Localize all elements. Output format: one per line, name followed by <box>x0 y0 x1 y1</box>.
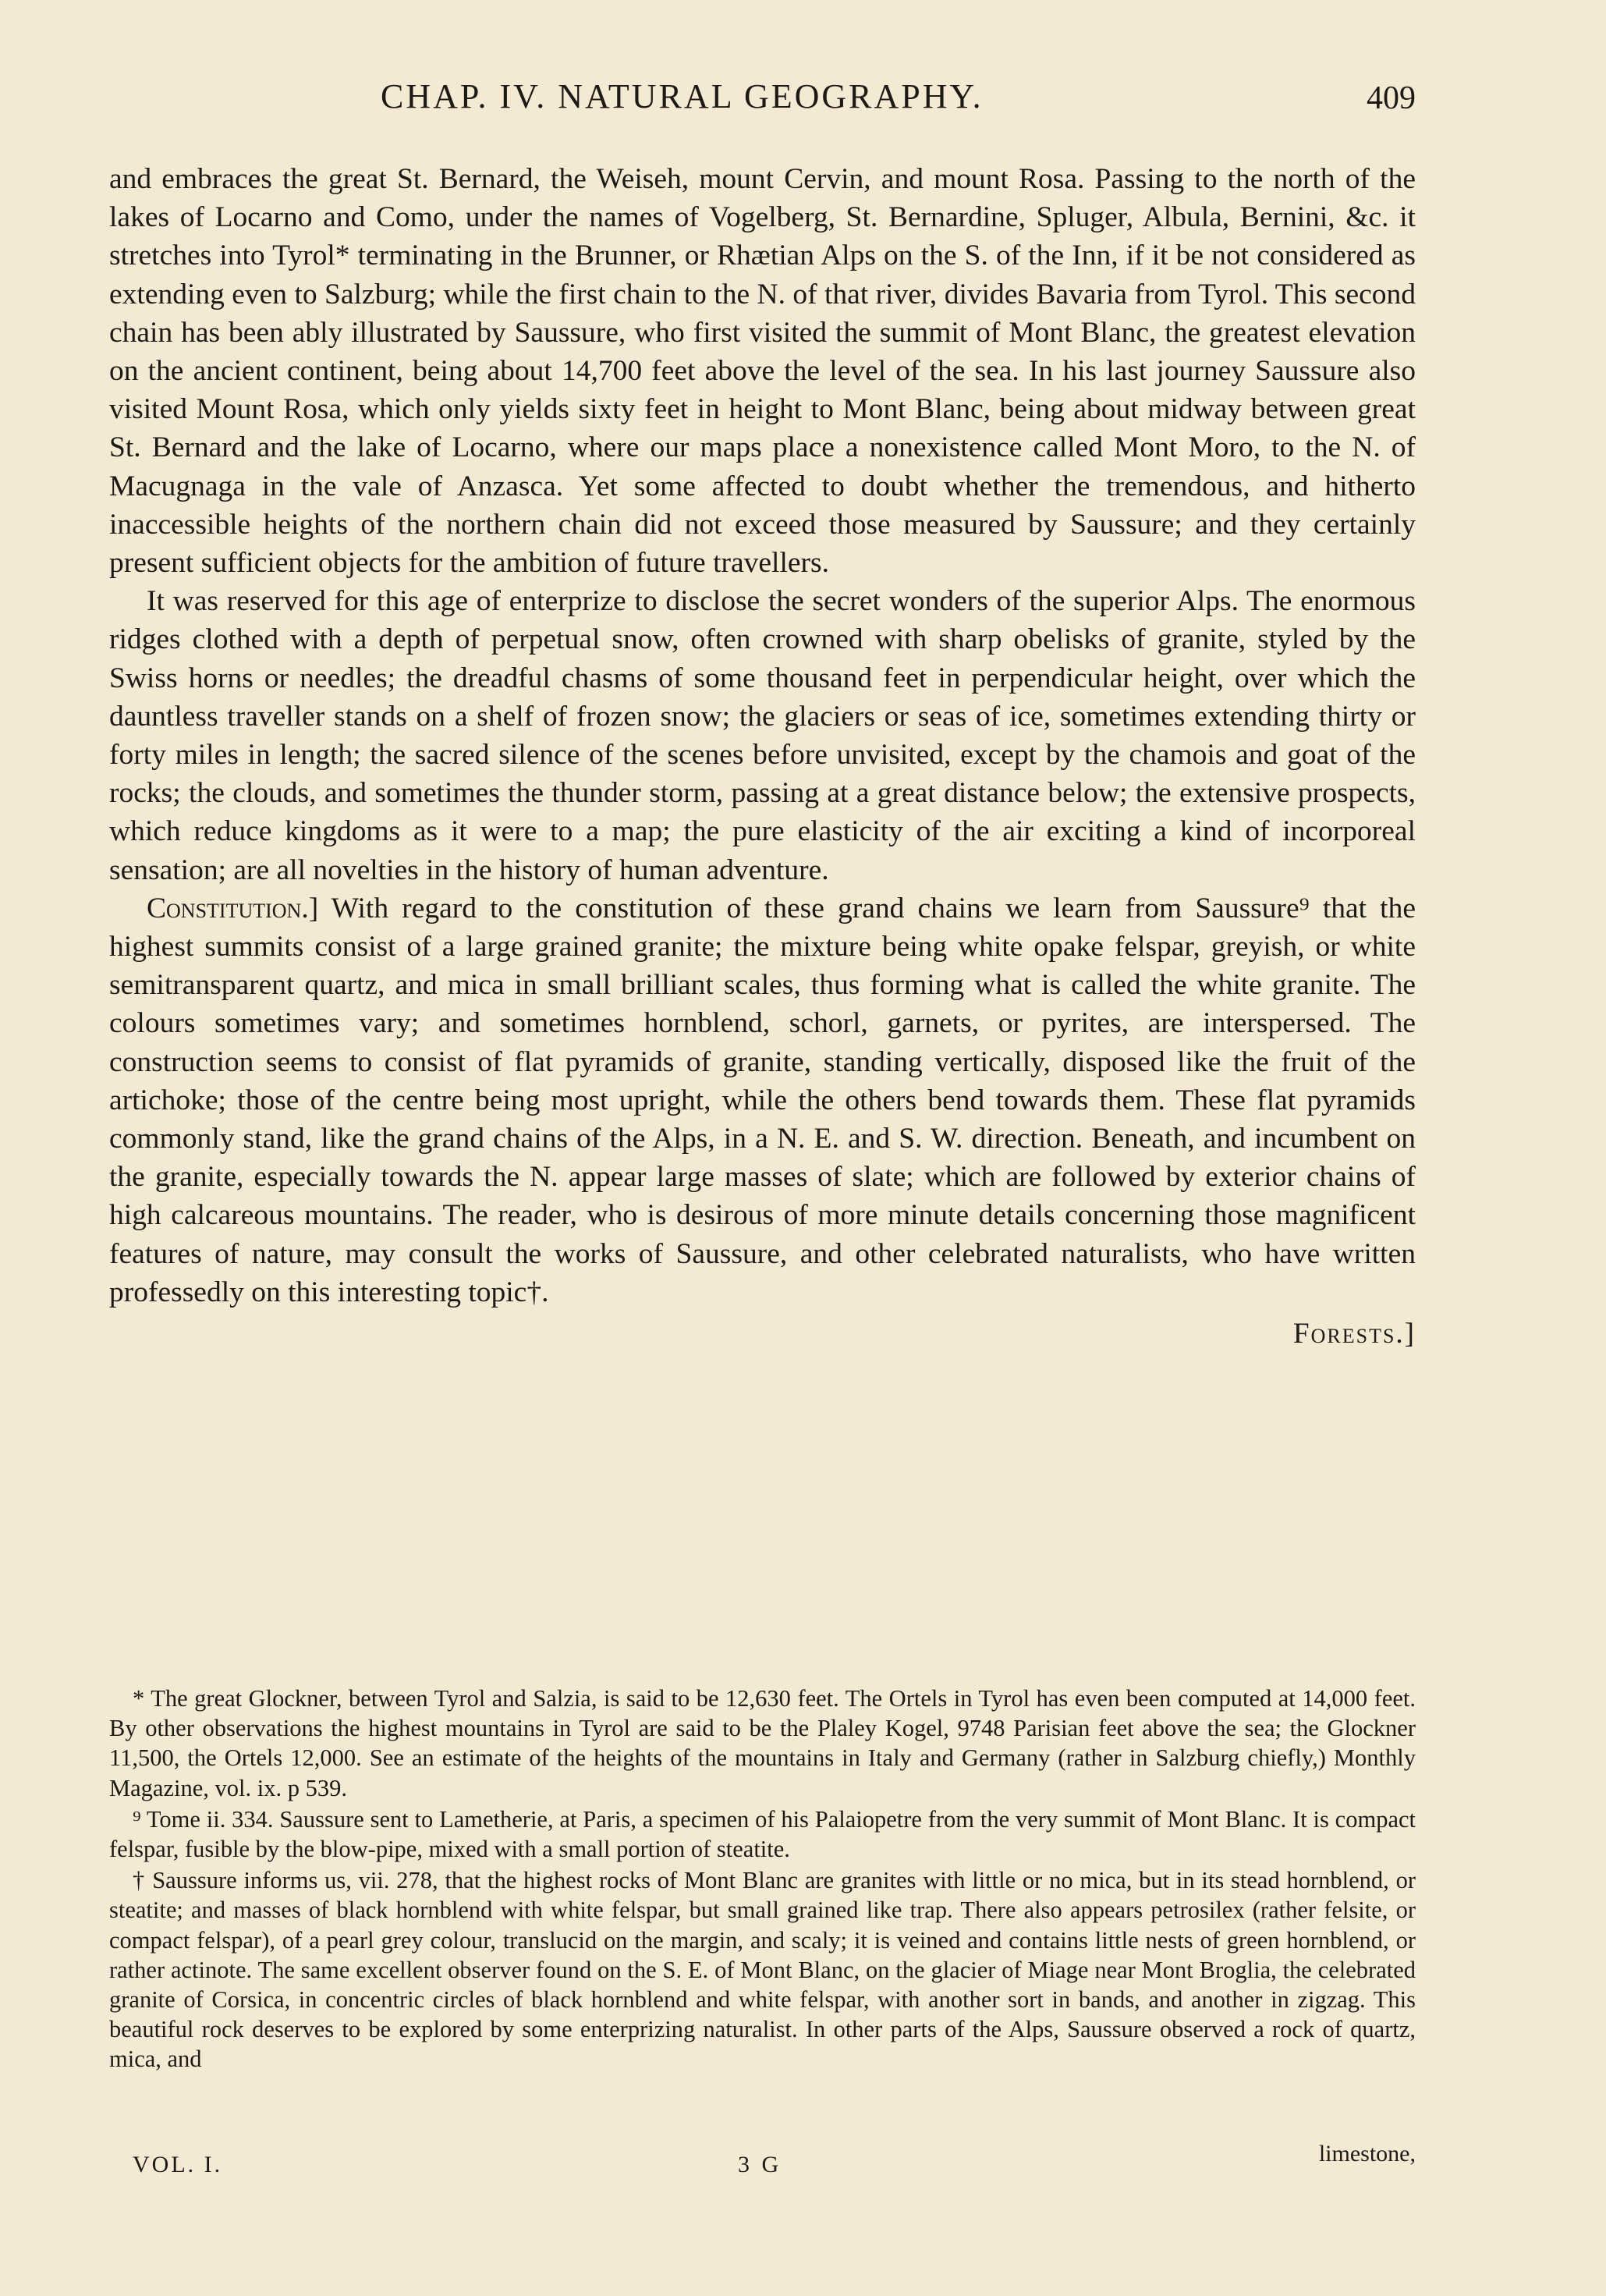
paragraph-superior-alps: It was reserved for this age of enterprize to disclose the secret wonders of the superior Alps. The enormous ridges clothed with a depth of perpetual snow, often crowned with sharp obelisks of granite, styled by the Swiss horns or needles; the dreadful chasms of some thousand feet in perpendicular height, over which the dauntless traveller stands on a shelf of frozen snow; the glaciers or seas of ice, sometimes extending thirty or forty miles in length; the sacred silence of the scenes before unvisited, except by the chamois and goat of the rocks; the clouds, and sometimes the thunder storm, passing at a great distance below; the extensive prospects, which reduce kingdoms as it were to a map; the pure elasticity of the air exciting a kind of incorporeal sensation; are all novelties in the history of human adventure. <box>109 585 1416 886</box>
footnotes <box>109 1684 1416 2076</box>
section-heading-constitution: Constitution.] <box>147 892 319 924</box>
footer-catchword: limestone, <box>1318 2141 1416 2166</box>
footnote-dagger: † Saussure informs us, vii. 278, that the highest rocks of Mont Blanc are granites with little or no mica, but in its stead hornblend, or steatite; and masses of black hornblend with white felspar, but small grained like trap. There also appears petrosilex (rather felsite, or compact felspar), of a pearl grey colour, translucid on the margin, and scaly; it is veined and contains little nests of green hornblend, or rather actinote. The same excellent observer found on the S. E. of Mont Blanc, on the glacier of Miage near Mont Broglia, the celebrated granite of Corsica, in concentric circles of black hornblend and white felspar, with another sort in bands, and another in zigzag. This beautiful rock deserves to be explored by some enterprizing naturalist. In other parts of the Alps, Saussure observed a rock of quartz, mica, and <box>109 1867 1416 2073</box>
paragraph-alps-chain: and embraces the great St. Bernard, the Weiseh, mount Cervin, and mount Rosa. Passing to the north of the lakes of Locarno and Como, under the names of Vogelberg, St. Bernardine, Spluger, Albula, Bernini, &c. it stretches into Tyrol* terminating in the Brunner, or Rhætian Alps on the S. of the Inn, if it be not considered as extending even to Salzburg; while the first chain to the N. of that river, divides Bavaria from Tyrol. This second chain has been ably illustrated by Saussure, who first visited the summit of Mont Blanc, the greatest elevation on the ancient continent, being about 14,700 feet above the level of the sea. In his last journey Saussure also visited Mount Rosa, which only yields sixty feet in height to Mont Blanc, being about midway between great St. Bernard and the lake of Locarno, where our maps place a nonexistence called Mont Moro, to the N. of Macugnaga in the vale of Anzasca. Yet some affected to doubt whether the tremendous, and hitherto inaccessible heights of the northern chain did not exceed those measured by Saussure; and they certainly present sufficient objects for the ambition of future travellers. <box>109 163 1416 580</box>
running-title: CHAP. IV. NATURAL GEOGRAPHY. <box>381 77 984 115</box>
footnote-star: * The great Glockner, between Tyrol and Salzia, is said to be 12,630 feet. The Ortels in Tyrol has even been computed at 14,000 feet. By other observations the highest mountains in Tyrol are said to be the Plaley Kogel, 9748 Parisian feet above the sea; the Glockner 11,500, the Ortels 12,000. See an estimate of the heights of the mountains in Italy and Germany (rather in Salzburg chiefly,) Monthly Magazine, vol. ix. p 539. <box>109 1685 1416 1801</box>
page-footer <box>109 2141 1416 2189</box>
footnote-9: ⁹ Tome ii. 334. Saussure sent to Lametherie, at Paris, a specimen of his Palaiopetre from the very summit of Mont Blanc. It is compact felspar, fusible by the blow-pipe, mixed with a small portion of steatite. <box>109 1805 1416 1863</box>
volume-signature: VOL. I. <box>133 2152 223 2177</box>
signature-mark: 3 G <box>738 2152 782 2177</box>
page-number: 409 <box>1367 80 1416 116</box>
section-catchword-forests: Forests.] <box>1293 1318 1416 1350</box>
page-header <box>109 76 1416 123</box>
paragraph-constitution-text: With regard to the constitution of these grand chains we learn from Saussure⁹ that the highest summits consist of a large grained granite; the mixture being white opake felspar, greyish, or white semitransparent quartz, and mica in small brilliant scales, thus forming what is called the white granite. The colours sometimes vary; and sometimes hornblend, schorl, garnets, or pyrites, are interspersed. The construction seems to consist of flat pyramids of granite, standing vertically, disposed like the fruit of the artichoke; those of the centre being most upright, while the others bend towards them. These flat pyramids commonly stand, like the grand chains of the Alps, in a N. E. and S. W. direction. Beneath, and incumbent on the granite, especially towards the N. appear large masses of slate; which are followed by exterior chains of high calcareous mountains. The reader, who is desirous of more minute details concerning those magnificent features of nature, may consult the works of Saussure, and other celebrated naturalists, who have written professedly on this interesting topic†. <box>109 892 1416 1308</box>
paragraph-constitution <box>109 889 1416 1311</box>
body-text <box>109 160 1416 1353</box>
